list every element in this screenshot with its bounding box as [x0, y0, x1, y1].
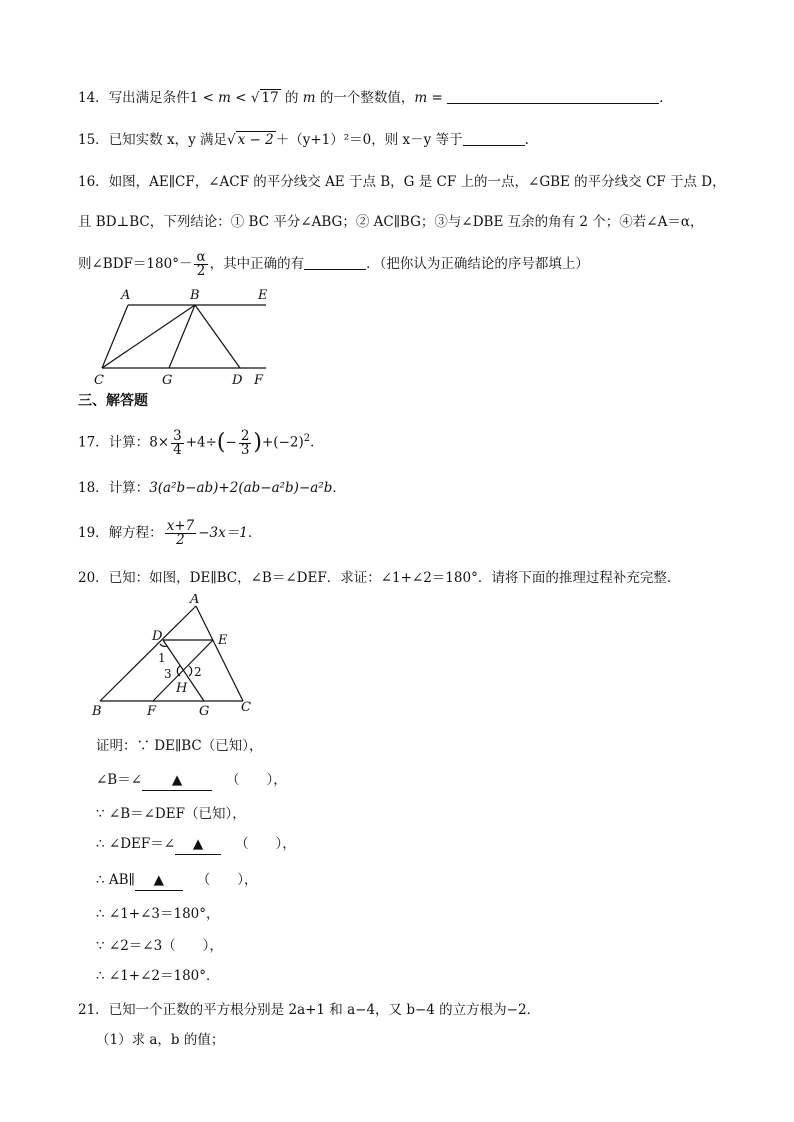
- question-21: 21．已知一个正数的平方根分别是 2a+1 和 a−4，又 b−4 的立方根为−2．: [78, 1002, 541, 1018]
- question-16-line3: 则∠BDF＝180°－ $\frac{\alpha}{2}$ ，其中正确的有 ．（把你认为正确结论的序号都填上）: [78, 249, 589, 279]
- label-F: F: [147, 704, 157, 718]
- proof-blank[interactable]: ▲: [175, 834, 221, 855]
- label-B: B: [92, 704, 102, 718]
- proof-step: ∵ ∠B＝∠DEF（已知），: [96, 806, 246, 822]
- proof-step: ∠B＝∠ ▲ （ ），: [96, 770, 287, 791]
- proof-step: ∴ ∠1+∠2＝180°．: [96, 968, 220, 984]
- label-A: A: [190, 594, 200, 607]
- question-15: 15．已知实数 x，y 满足√ x − 2 ＋（y+1）²＝0，则 x－y 等于 .: [78, 132, 529, 148]
- proof-blank[interactable]: ▲: [135, 870, 183, 891]
- angle-3-label: 3: [164, 667, 172, 681]
- label-F: F: [254, 373, 264, 388]
- question-18: 18．计算：3(a²b−ab)+2(ab−a²b)−a²b．: [78, 480, 346, 496]
- question-14: 14．写出满足条件1 < m < √ 17 的 m 的一个整数值，m = .: [78, 90, 664, 106]
- label-A: A: [121, 288, 131, 303]
- proof-step: ∵ ∠2＝∠3（ ），: [96, 938, 223, 954]
- proof-step: 证明：∵ DE∥BC（已知），: [96, 738, 263, 754]
- question-16-line2: 且 BD⊥BC，下列结论：① BC 平分∠ABG；② AC∥BG；③与∠DBE 互余的角有 2 个；④若∠A＝α，: [78, 214, 704, 230]
- label-D: D: [152, 629, 163, 644]
- proof-step: ∴ AB∥ ▲ （ ），: [96, 870, 258, 891]
- question-20: 20．已知：如图，DE∥BC，∠B＝∠DEF．求证：∠1+∠2＝180°．请将下面的推理过程补充完整．: [78, 570, 681, 586]
- fraction-alpha-over-2: $\frac{\alpha}{2}$: [196, 249, 206, 279]
- label-E: E: [218, 633, 228, 648]
- question-16-line1: 16．如图，AE∥CF，∠ACF 的平分线交 AE 于点 B，G 是 CF 上的一点，∠GBE 的平分线交 CF 于点 D，: [78, 174, 726, 190]
- figure-16: [90, 284, 280, 388]
- label-H: H: [176, 681, 188, 696]
- angle-2-label: 2: [194, 665, 202, 679]
- answer-blank-16[interactable]: [304, 255, 366, 270]
- label-G: G: [162, 373, 173, 388]
- label-E: E: [258, 288, 268, 303]
- label-D: D: [232, 373, 243, 388]
- label-C: C: [241, 700, 251, 715]
- question-17: 17．计算：8× $\frac{3}{4}$ +4÷(− $\frac{2}{3}$ )$+(-2)^2$．: [78, 427, 324, 458]
- question-19: 19．解方程： $\frac{x+7}{2}$ −3x＝1．: [78, 518, 262, 548]
- sqrt-x-minus-2: x − 2: [237, 132, 274, 148]
- sqrt-17: 17: [261, 90, 279, 106]
- label-B: B: [190, 288, 200, 303]
- section-heading: 三、解答题: [78, 393, 148, 409]
- proof-step: ∴ ∠1+∠3＝180°，: [96, 906, 220, 922]
- angle-1-label: 1: [158, 651, 166, 665]
- proof-blank[interactable]: ▲: [142, 770, 212, 791]
- answer-blank-15[interactable]: [463, 131, 525, 146]
- label-C: C: [94, 373, 104, 388]
- label-G: G: [199, 704, 210, 718]
- question-21-part1: （1）求 a，b 的值；: [96, 1032, 225, 1048]
- answer-blank-14[interactable]: [447, 89, 659, 104]
- proof-step: ∴ ∠DEF＝∠ ▲ （ ），: [96, 834, 296, 855]
- figure-20: [88, 594, 264, 718]
